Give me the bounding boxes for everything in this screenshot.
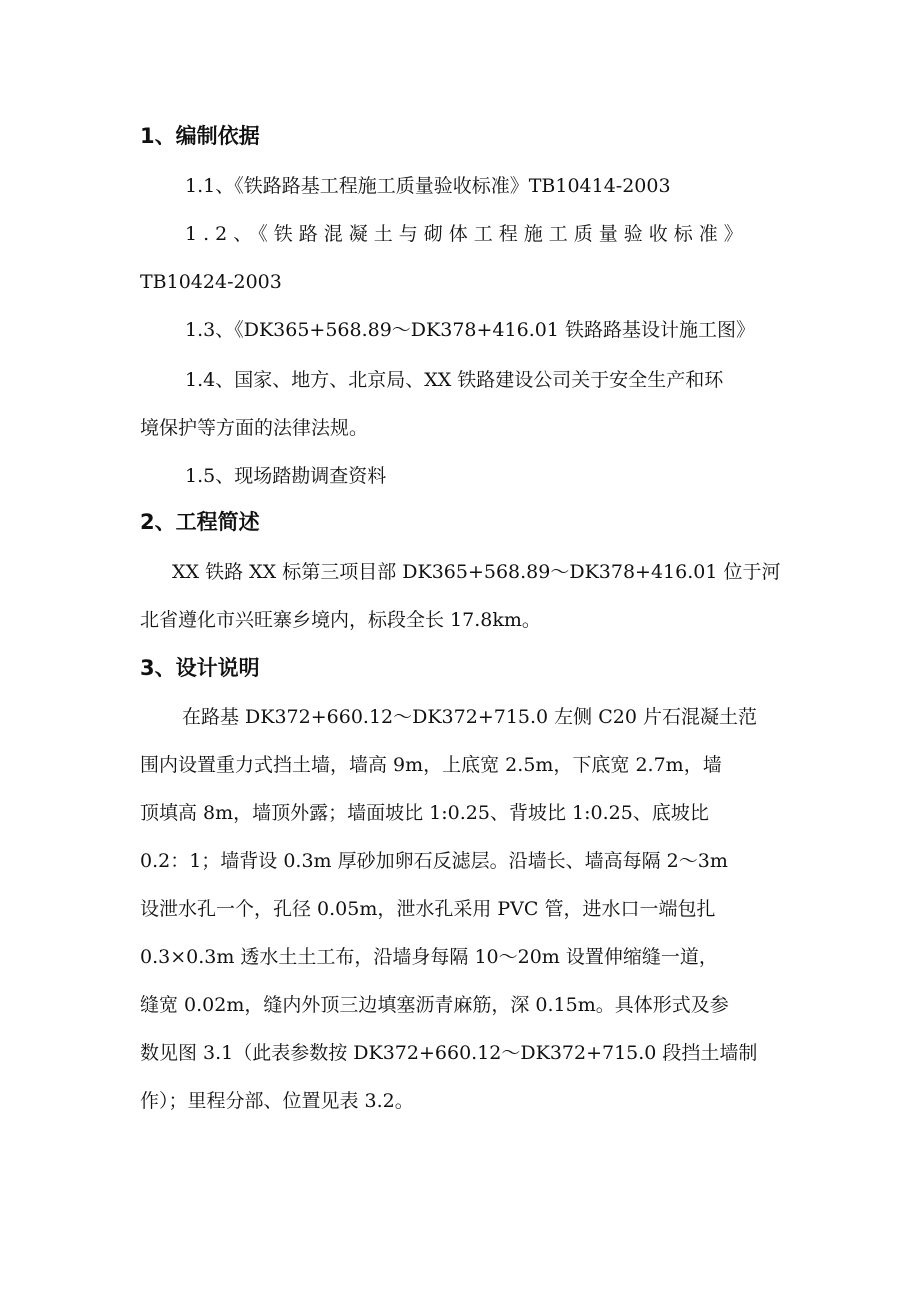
section-3-line-3: 顶填高 8m，墙顶外露；墙面坡比 1:0.25、背坡比 1:0.25、底坡比	[140, 802, 709, 824]
section-1-item-1-2-cont: TB10424-2003	[140, 271, 282, 293]
section-1-item-1-4-cont: 境保护等方面的法律法规。	[140, 417, 369, 439]
section-2-heading: 2、工程简述	[140, 510, 260, 534]
section-1-item-1-1: 1.1、《铁路路基工程施工质量验收标准》TB10414-2003	[185, 175, 671, 197]
section-3-line-6: 0.3×0.3m 透水土土工布，沿墙身每隔 10～20m 设置伸缩缝一道，	[140, 946, 718, 968]
section-1-item-1-2: 1.2、《铁路混凝土与砌体工程施工质量验收标准》	[185, 223, 749, 245]
section-3-line-8: 数见图 3.1（此表参数按 DK372+660.12～DK372+715.0 段挡土墙制	[140, 1042, 758, 1064]
section-2-line-2: 北省遵化市兴旺寨乡境内，标段全长 17.8km。	[140, 609, 541, 631]
section-1-heading: 1、编制依据	[140, 124, 260, 148]
section-1-item-1-3: 1.3、《DK365+568.89～DK378+416.01 铁路路基设计施工图》	[185, 319, 755, 341]
section-3-line-9: 作）；里程分部、位置见表 3.2。	[140, 1090, 414, 1112]
section-3-line-5: 设泄水孔一个，孔径 0.05m，泄水孔采用 PVC 管，进水口一端包扎	[140, 898, 716, 920]
section-3-line-1: 在路基 DK372+660.12～DK372+715.0 左侧 C20 片石混凝土范	[182, 706, 757, 728]
section-3-line-2: 围内设置重力式挡土墙，墙高 9m，上底宽 2.5m，下底宽 2.7m，墙	[140, 754, 722, 776]
section-3-line-4: 0.2：1；墙背设 0.3m 厚砂加卵石反滤层。沿墙长、墙高每隔 2～3m	[140, 850, 728, 872]
section-3-heading: 3、设计说明	[140, 656, 260, 680]
section-2-line-1: XX 铁路 XX 标第三项目部 DK365+568.89～DK378+416.01 位于河	[172, 561, 781, 583]
section-1-item-1-5: 1.5、现场踏勘调查资料	[185, 465, 387, 487]
section-1-item-1-4: 1.4、国家、地方、北京局、XX 铁路建设公司关于安全生产和环	[185, 369, 724, 391]
section-3-line-7: 缝宽 0.02m，缝内外顶三边填塞沥青麻筋，深 0.15m。具体形式及参	[140, 994, 729, 1016]
